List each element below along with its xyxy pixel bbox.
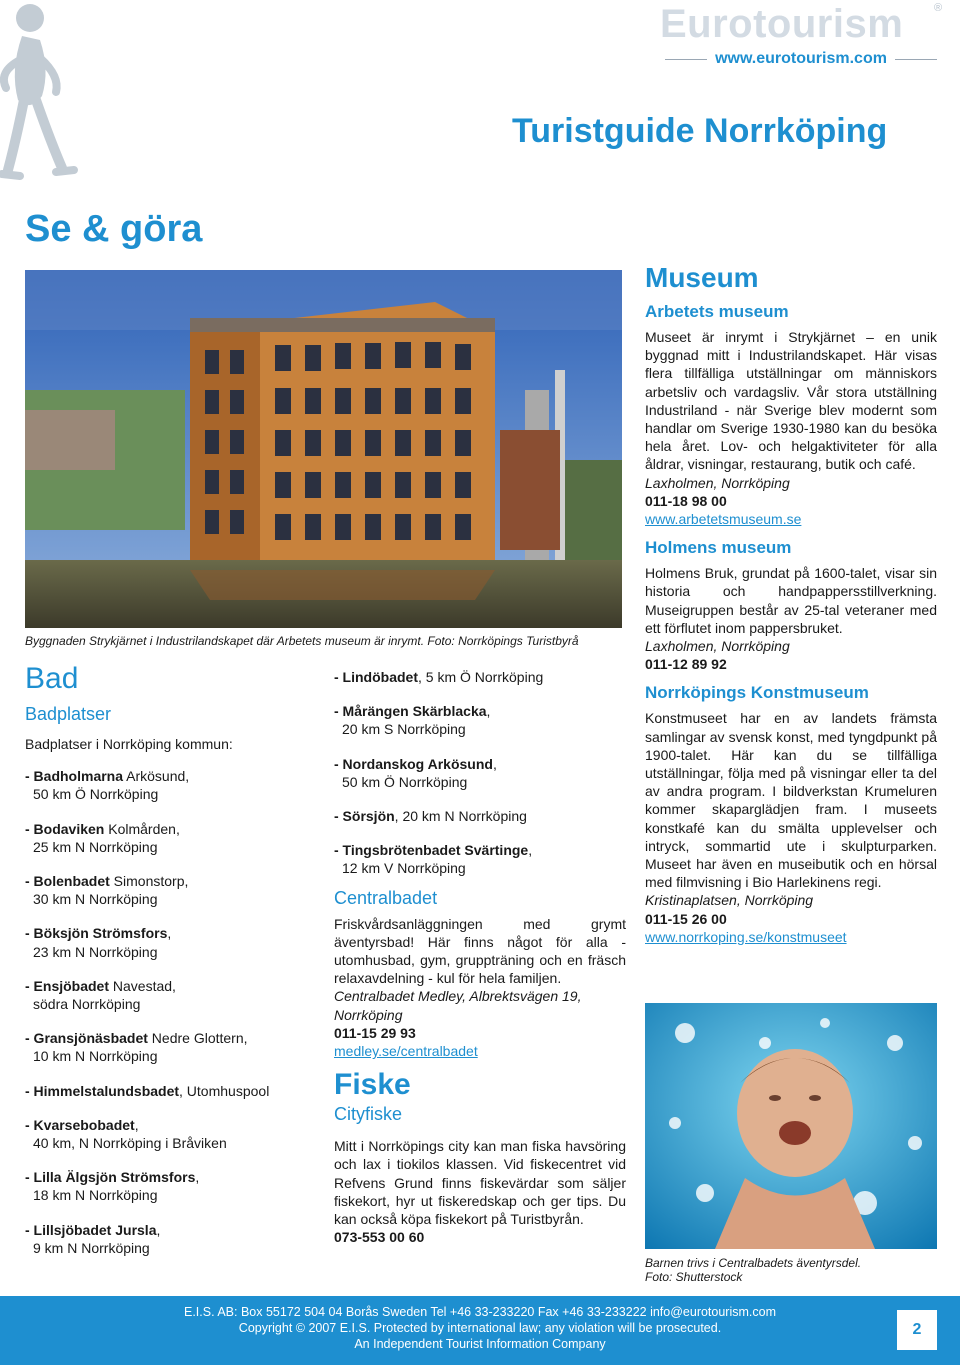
konstmuseum-phone: 011-15 26 00	[645, 910, 727, 927]
centralbadet-heading: Centralbadet	[334, 887, 438, 908]
footer-contact: E.I.S. AB: Box 55172 504 04 Borås Sweden Tel +46 33-233220 Fax +46 33-233222 info@eurotourism.com	[183, 1305, 776, 1319]
list-item: - Sörsjön, 20 km N Norrköping	[334, 808, 527, 825]
list-item: - Tingsbrötenbadet Svärtinge, 12 km V Norrköping	[334, 842, 533, 877]
page-number: 2	[897, 1310, 937, 1350]
hero-photo	[25, 270, 622, 628]
konstmuseum-heading: Norrköpings Konstmuseum	[645, 683, 869, 703]
list-item: - Kvarsebobadet, 40 km, N Norrköping i Bråviken	[25, 1116, 227, 1152]
swimmer-photo	[645, 1003, 937, 1249]
centralbadet-phone: 011-15 29 93	[334, 1024, 416, 1041]
list-item: - Bolenbadet Simonstorp, 30 km N Norrköping	[25, 873, 189, 908]
brand-logo: Eurotourism	[660, 2, 904, 46]
holmens-museum-text: Holmens Bruk, grundat på 1600-talet, visar sin historia och handpappersstillverkning. Museigruppen består av 25-tal veteraner med ett förflutet inom pappersbruket.	[645, 565, 937, 636]
list-item: - Ensjöbadet Navestad, södra Norrköping	[25, 977, 176, 1013]
fiske-text: Mitt i Norrköpings city kan man fiska havsöring och lax i tiokilos klassen. Vid fiskecentret vid Refvens Grund finns fiskevärdar som säljer fiskekort, hyr ut fiskeredskap och ger tips. Du kan också köpa fiskekort på Turistbyrån.	[334, 1138, 626, 1228]
holmens-museum-address: Laxholmen, Norrköping	[645, 638, 790, 655]
centralbadet-text: Friskvårdsanläggningen med grymt äventyrsbad! Här finns något för alla - utomhusbad, gym, gruppträning och en fräsch relaxavdelning - kul för hela familjen.	[334, 915, 626, 987]
list-item: - Böksjön Strömsfors, 23 km N Norrköping	[25, 925, 172, 960]
museum-heading: Museum	[645, 262, 759, 293]
list-item: - Badholmarna Arkösund, 50 km Ö Norrköping	[25, 768, 190, 803]
centralbadet-address: Centralbadet Medley, Albrektsvägen 19, Norrköping	[334, 988, 582, 1023]
konstmuseum-text: Konstmuseet har en av landets främsta samlingar av svensk konst, med tyngdpunkt på 1900-talet. Här kan du se tillfälliga utställningar, följa med på visningar eller ta del av andra program. I bildverkstan Krumeluren kommer skaparglädjen fram. I museets konstkafé kan du smälta upplevelser och intryck, sommartid ute i skulpturparken. Museet har även en museibutik och en hörsal med filmvisning i Bio Harlekinens regi.	[645, 710, 937, 891]
footer-tagline: An Independent Tourist Information Company	[354, 1337, 606, 1351]
list-item: - Nordanskog Arkösund, 50 km Ö Norrköping	[334, 755, 497, 790]
bad-heading: Bad	[25, 662, 79, 695]
brand-url-rule-right	[895, 59, 937, 60]
centralbadet-link[interactable]: medley.se/centralbadet	[334, 1043, 478, 1060]
arbetets-museum-text: Museet är inrymt i Strykjärnet – en unik byggnad mitt i Industrilandskapet. Här visas flera tillfälliga utställningar om människors arbetsliv och vardagsliv. Vår stora utställning Industriland - när Sverige blev modernt som handlar om Sverige 1930-1980 kan du besöka hela året. Lov- och helgaktiviteter för alla åldrar, visningar, restaurang, butik och café.	[645, 329, 937, 473]
arbetets-museum-address: Laxholmen, Norrköping	[645, 474, 790, 491]
footer-copyright: Copyright © 2007 E.I.S. Protected by international law; any violation will be prosecuted.	[238, 1321, 722, 1335]
footer	[0, 1296, 960, 1365]
cityfiske-heading: Cityfiske	[334, 1104, 403, 1125]
holmens-museum-phone: 011-12 89 92	[645, 656, 727, 673]
arbetets-museum-phone: 011-18 98 00	[645, 492, 727, 509]
section-title: Se & göra	[25, 208, 203, 250]
hero-caption: Byggnaden Strykjärnet i Industrilandskapet där Arbetets museum är inrymt. Foto: Norrköpings Turistbyrå	[25, 634, 579, 648]
list-item: - Lindöbadet, 5 km Ö Norrköping	[334, 669, 544, 685]
list-item: - Lilla Älgsjön Strömsfors, 18 km N Norrköping	[25, 1169, 200, 1204]
registered-mark: ®	[934, 2, 943, 14]
badplatser-intro: Badplatser i Norrköping kommun:	[25, 736, 233, 752]
list-item: - Himmelstalundsbadet, Utomhuspool	[25, 1082, 270, 1099]
brand-url-rule-left	[665, 59, 707, 60]
fiske-phone: 073-553 00 60	[334, 1229, 425, 1246]
brand-url[interactable]	[665, 50, 937, 68]
brand-url-text[interactable]: www.eurotourism.com	[715, 50, 887, 67]
list-item: - Lillsjöbadet Jursla, 9 km N Norrköping	[25, 1221, 161, 1256]
bad-list-col1	[25, 767, 315, 1257]
list-item: - Bodaviken Kolmården, 25 km N Norrköping	[25, 820, 180, 855]
document-title: Turistguide Norrköping	[512, 112, 888, 150]
swimmer-caption: Barnen trivs i Centralbadets äventyrsdel. Foto: Shutterstock	[645, 1256, 862, 1284]
fiske-heading: Fiske	[334, 1068, 411, 1102]
konstmuseum-link[interactable]: www.norrkoping.se/konstmuseet	[645, 928, 847, 945]
bad-section	[25, 662, 315, 1273]
badplatser-heading: Badplatser	[25, 704, 112, 724]
holmens-museum-heading: Holmens museum	[645, 538, 792, 558]
list-item: - Mårängen Skärblacka, 20 km S Norrköping	[334, 703, 491, 738]
list-item: - Gransjönäsbadet Nedre Glottern, 10 km N Norrköping	[25, 1030, 248, 1065]
konstmuseum-address: Kristinaplatsen, Norrköping	[645, 892, 814, 909]
bad-list-col2	[334, 668, 626, 1246]
arbetets-museum-link[interactable]: www.arbetetsmuseum.se	[645, 511, 802, 528]
museum-section	[645, 262, 937, 946]
mascot-illustration	[0, 0, 80, 220]
arbetets-museum-heading: Arbetets museum	[645, 302, 789, 321]
